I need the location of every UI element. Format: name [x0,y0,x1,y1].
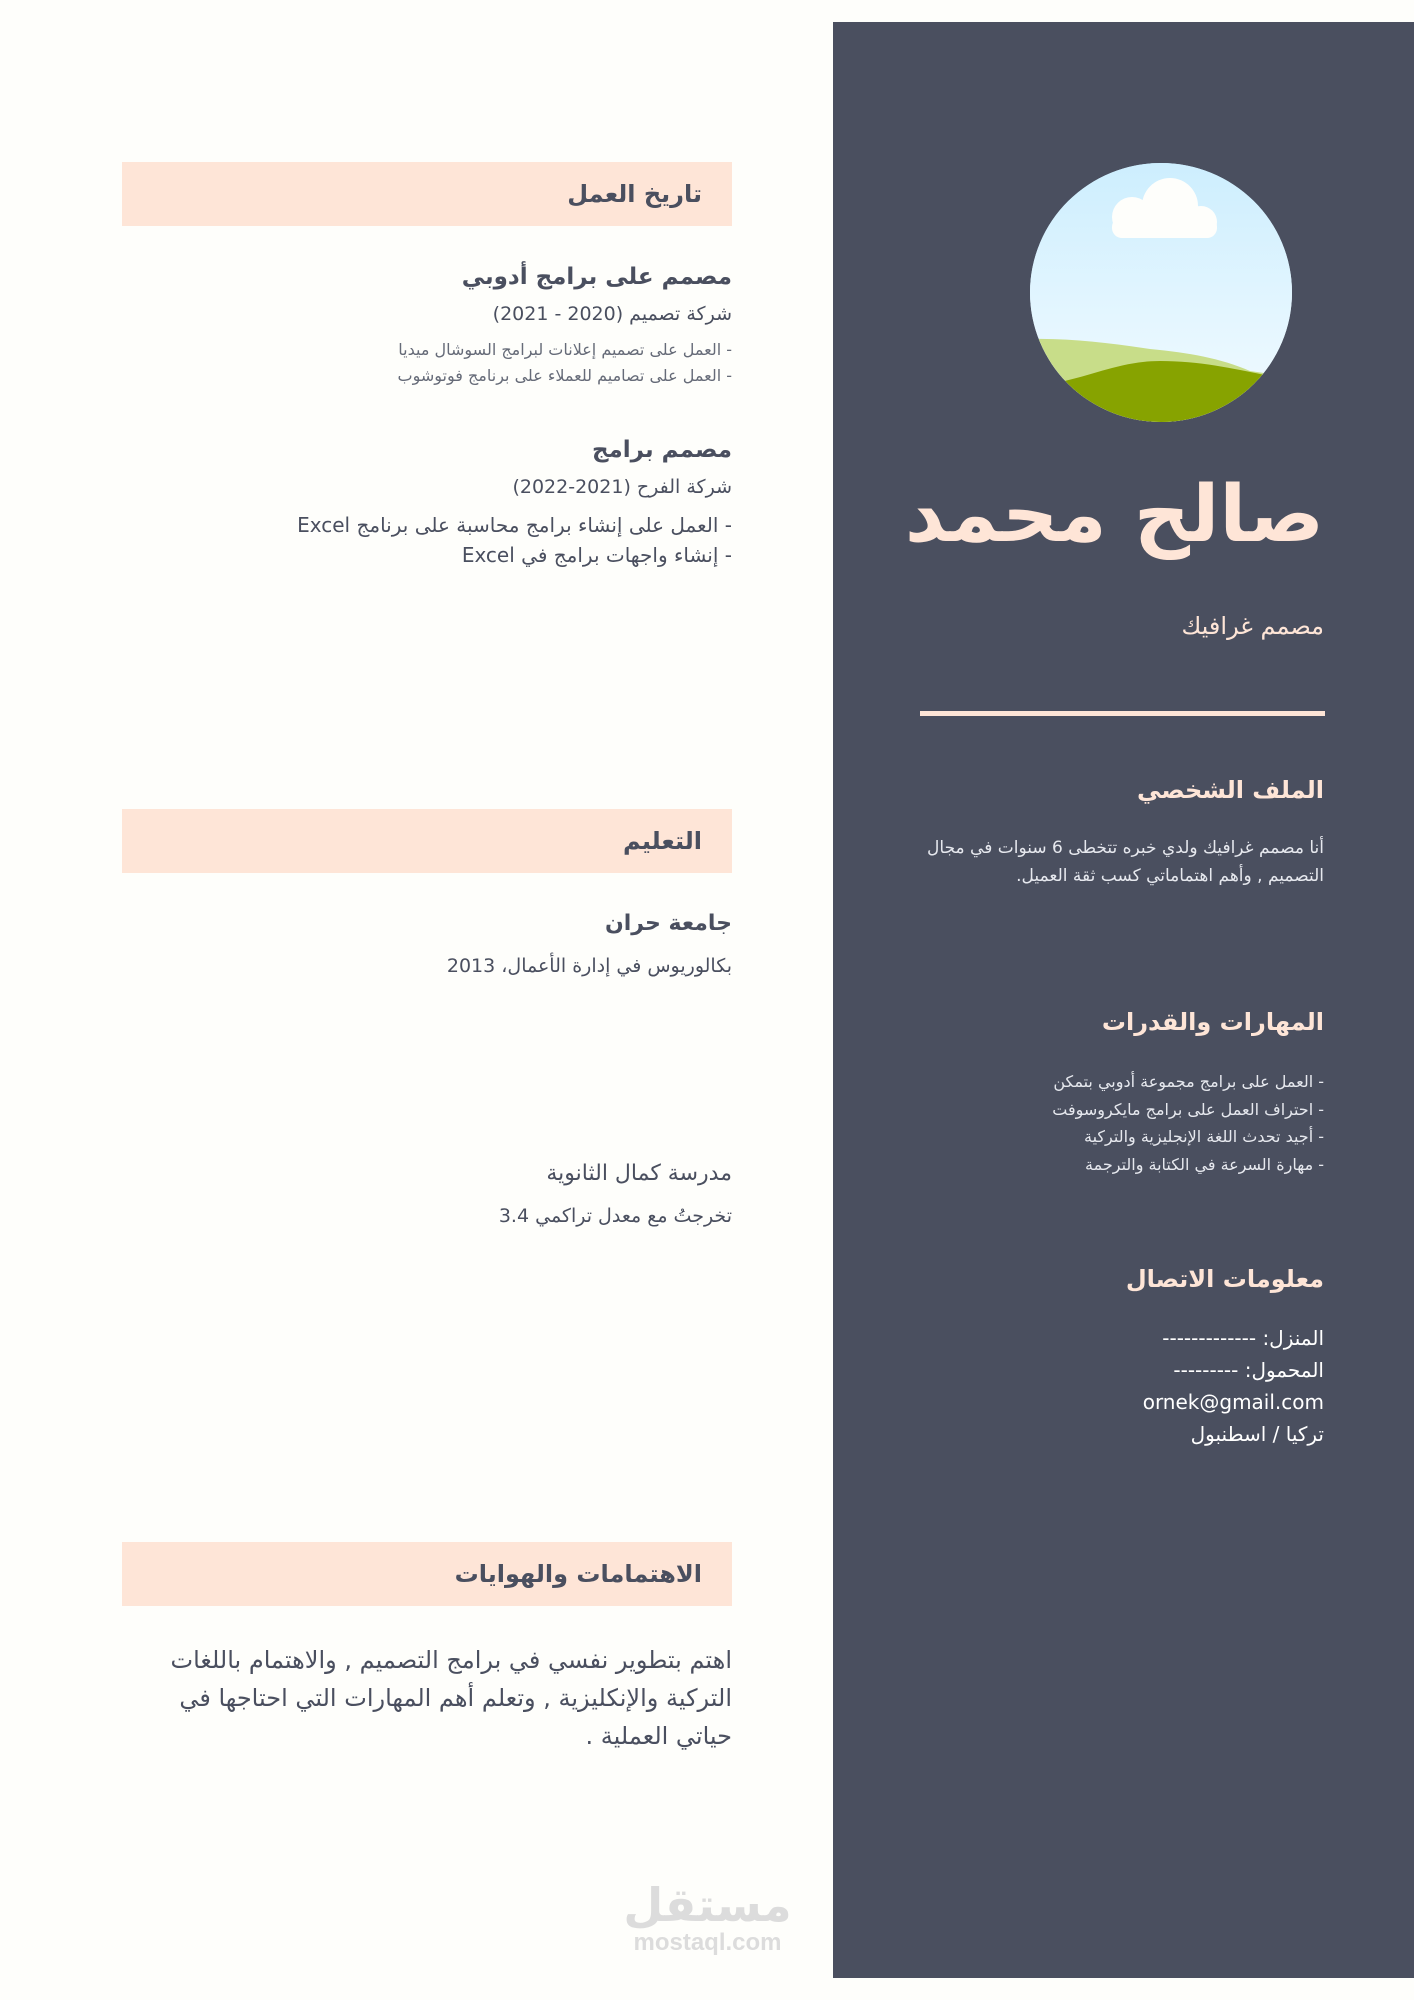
job-entry [122,257,732,389]
profile-text: أنا مصمم غرافيك ولدي خبره تتخطى 6 سنوات في مجال التصميم , وأهم اهتماماتي كسب ثقة العميل. [927,838,1324,886]
job-company: شركة تصميم (2020 - 2021) [492,303,732,325]
contact-email[interactable] [904,1386,1324,1418]
job-bullet: - العمل على تصميم إعلانات لبرامج السوشال ميديا [398,340,732,359]
watermark-arabic: مستقل [623,1878,792,1932]
candidate-name: صالح محمد [904,470,1324,560]
degree-detail: بكالوريوس في إدارة الأعمال، 2013 [446,955,732,977]
skill-item: - العمل على برامج مجموعة أدوبي بتمكن [1053,1072,1324,1091]
education-entry [122,904,732,988]
candidate-job-title: مصمم غرافيك [1181,612,1324,640]
job-company: شركة الفرح (2021-2022) [512,476,732,498]
job-bullet: - العمل على إنشاء برامج محاسبة على برنامج Excel [297,513,732,537]
job-bullet: - إنشاء واجهات برامج في Excel [461,543,732,567]
mostaql-watermark-logo [620,1880,795,1956]
profile-heading: الملف الشخصي [1137,776,1324,804]
school-name: جامعة حران [604,911,732,936]
interests-heading: الاهتمامات والهوايات [454,1560,702,1588]
job-bullets [122,510,732,570]
degree-detail: تخرجتُ مع معدل تراكمي 3.4 [498,1205,732,1227]
contact-list [904,1322,1324,1450]
work-history-header-bar [122,162,732,226]
interests-block [132,1641,732,1755]
job-bullets [122,337,732,389]
school-name: مدرسة كمال الثانوية [546,1161,732,1186]
job-title: مصمم على برامج أدوبي [461,264,732,290]
profile-photo-placeholder-icon [1030,163,1292,422]
education-heading: التعليم [623,827,702,855]
job-bullet: - العمل على تصاميم للعملاء على برنامج فوتوشوب [397,366,732,385]
watermark-latin: mostaql.com [633,1929,782,1956]
contact-heading: معلومات الاتصال [1125,1265,1324,1293]
interests-header-bar [122,1542,732,1606]
sidebar-divider [920,711,1325,716]
skill-item: - احتراف العمل على برامج مايكروسوفت [1052,1099,1324,1119]
education-entry [122,1154,732,1238]
contact-mobile-phone: المحمول: --------- [1173,1358,1324,1382]
work-history-heading: تاريخ العمل [567,180,702,208]
skills-list [904,1068,1324,1178]
job-title: مصمم برامج [591,437,732,463]
contact-home-phone: المنزل: ------------- [1162,1326,1324,1350]
skills-heading: المهارات والقدرات [1101,1008,1324,1036]
job-entry [122,430,732,570]
skill-item: - أجيد تحدث اللغة الإنجليزية والتركية [1084,1127,1324,1146]
education-header-bar [122,809,732,873]
skill-item: - مهارة السرعة في الكتابة والترجمة [1085,1154,1324,1174]
contact-email-link[interactable]: ornek@gmail.com [1142,1390,1324,1414]
contact-location: تركيا / اسطنبول [1190,1422,1324,1446]
interests-text: اهتم بتطوير نفسي في برامج التصميم , والاهتمام باللغات التركية والإنكليزية , وتعلم أهم المهارات التي احتاجها في حياتي العملية . [170,1646,732,1750]
